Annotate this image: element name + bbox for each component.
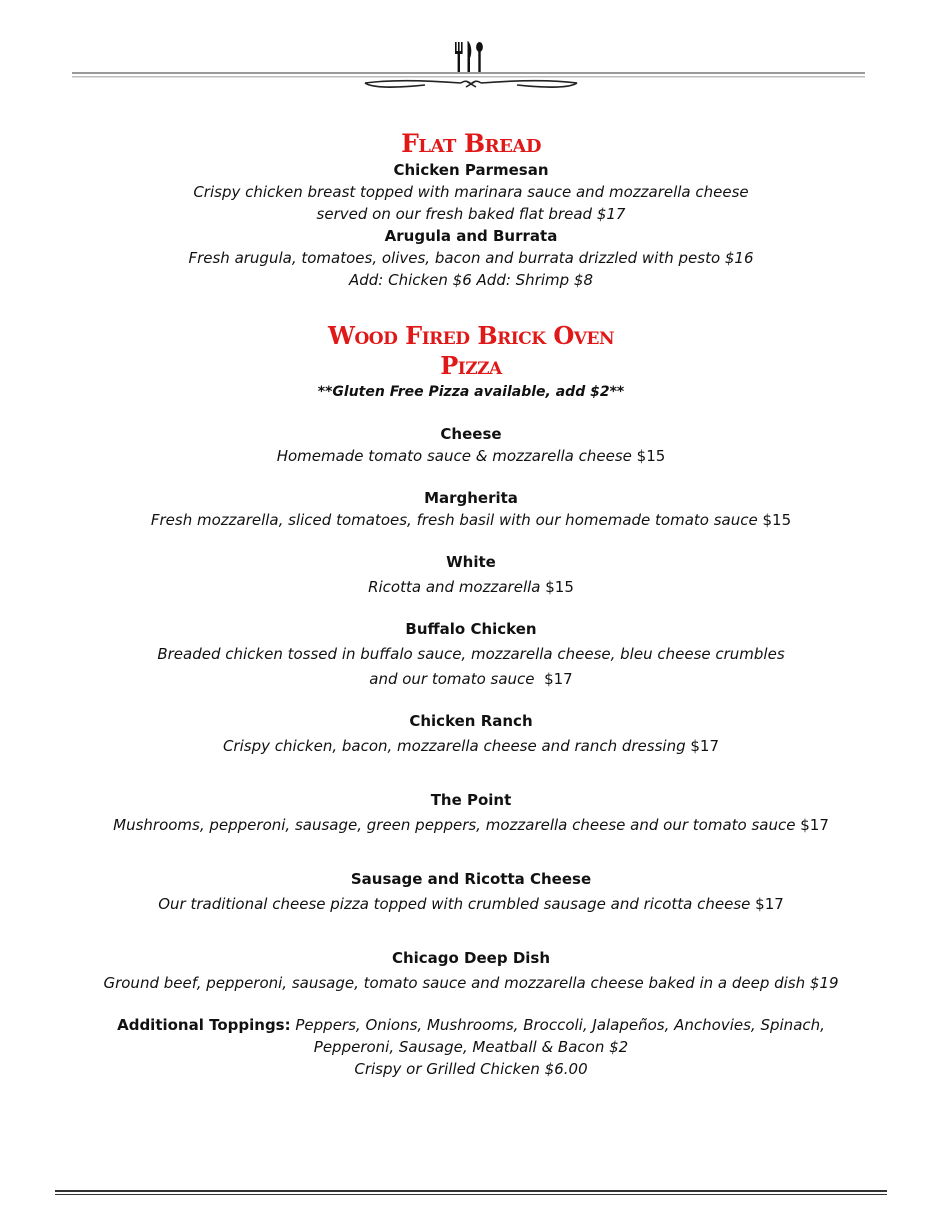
item-desc-the-point: Mushrooms, pepperoni, sausage, green peppers, mozzarella cheese and our tomato sauce $17: [113, 816, 829, 834]
item-name-chicken-ranch: Chicken Ranch: [409, 712, 533, 730]
pizza-title-line1: Wood Fired Brick Oven: [328, 321, 614, 350]
item-desc-cheese: Homemade tomato sauce & mozzarella cheese $15: [276, 447, 666, 465]
item-desc-arugula-burrata-2: Add: Chicken $6 Add: Shrimp $8: [348, 271, 594, 289]
item-name-arugula-burrata: Arugula and Burrata: [384, 227, 558, 245]
additional-toppings-line3: Crispy or Grilled Chicken $6.00: [354, 1060, 588, 1078]
item-desc-chicago-deep-dish: Ground beef, pepperoni, sausage, tomato sauce and mozzarella cheese baked in a deep dish $19: [103, 974, 839, 992]
item-name-white: White: [446, 553, 496, 571]
item-desc-margherita: Fresh mozzarella, sliced tomatoes, fresh basil with our homemade tomato sauce $15: [150, 511, 792, 529]
item-desc-buffalo-chicken-1: Breaded chicken tossed in buffalo sauce, mozzarella cheese, bleu cheese crumbles: [157, 645, 785, 663]
item-desc-buffalo-chicken-2: and our tomato sauce $17: [369, 670, 573, 688]
item-desc-white: Ricotta and mozzarella $15: [368, 578, 574, 596]
additional-toppings-line1: Additional Toppings: Peppers, Onions, Mushrooms, Broccoli, Jalapeños, Anchovies, Spinach,: [117, 1016, 825, 1034]
item-desc-chicken-parmesan-1: Crispy chicken breast topped with marinara sauce and mozzarella cheese: [193, 183, 749, 201]
item-desc-arugula-burrata-1: Fresh arugula, tomatoes, olives, bacon and burrata drizzled with pesto $16: [188, 249, 754, 267]
flat-bread-title: Flat Bread: [401, 129, 541, 158]
item-name-sausage-ricotta: Sausage and Ricotta Cheese: [350, 870, 592, 888]
item-name-cheese: Cheese: [440, 425, 502, 443]
item-name-chicago-deep-dish: Chicago Deep Dish: [391, 949, 551, 967]
item-desc-sausage-ricotta: Our traditional cheese pizza topped with crumbled sausage and ricotta cheese $17: [158, 895, 784, 913]
item-desc-chicken-parmesan-2: served on our fresh baked flat bread $17: [316, 205, 626, 223]
pizza-title-line2: Pizza: [440, 351, 502, 380]
item-desc-chicken-ranch: Crispy chicken, bacon, mozzarella cheese and ranch dressing $17: [222, 737, 720, 755]
cutlery-icon: [455, 41, 483, 72]
item-price-white: $15: [545, 578, 574, 596]
item-price-the-point: $17: [800, 816, 829, 834]
item-price-cheese: $15: [636, 447, 666, 465]
item-name-buffalo-chicken: Buffalo Chicken: [405, 620, 537, 638]
item-price-chicken-ranch: $17: [690, 737, 720, 755]
bottom-divider: [55, 1190, 887, 1195]
item-price-sausage-ricotta: $17: [755, 895, 784, 913]
item-name-the-point: The Point: [430, 791, 512, 809]
gluten-free-note: **Gluten Free Pizza available, add $2**: [317, 384, 625, 400]
menu-content: [0, 128, 942, 1080]
item-name-chicken-parmesan: Chicken Parmesan: [393, 161, 549, 179]
additional-toppings-line2: Pepperoni, Sausage, Meatball & Bacon $2: [313, 1038, 629, 1056]
item-name-margherita: Margherita: [424, 489, 518, 507]
item-price-buffalo-chicken: $17: [544, 670, 573, 688]
additional-toppings-label: Additional Toppings:: [117, 1016, 291, 1034]
item-price-margherita: $15: [762, 511, 792, 529]
flourish-icon: [365, 81, 577, 87]
header-ornament: [0, 30, 942, 100]
